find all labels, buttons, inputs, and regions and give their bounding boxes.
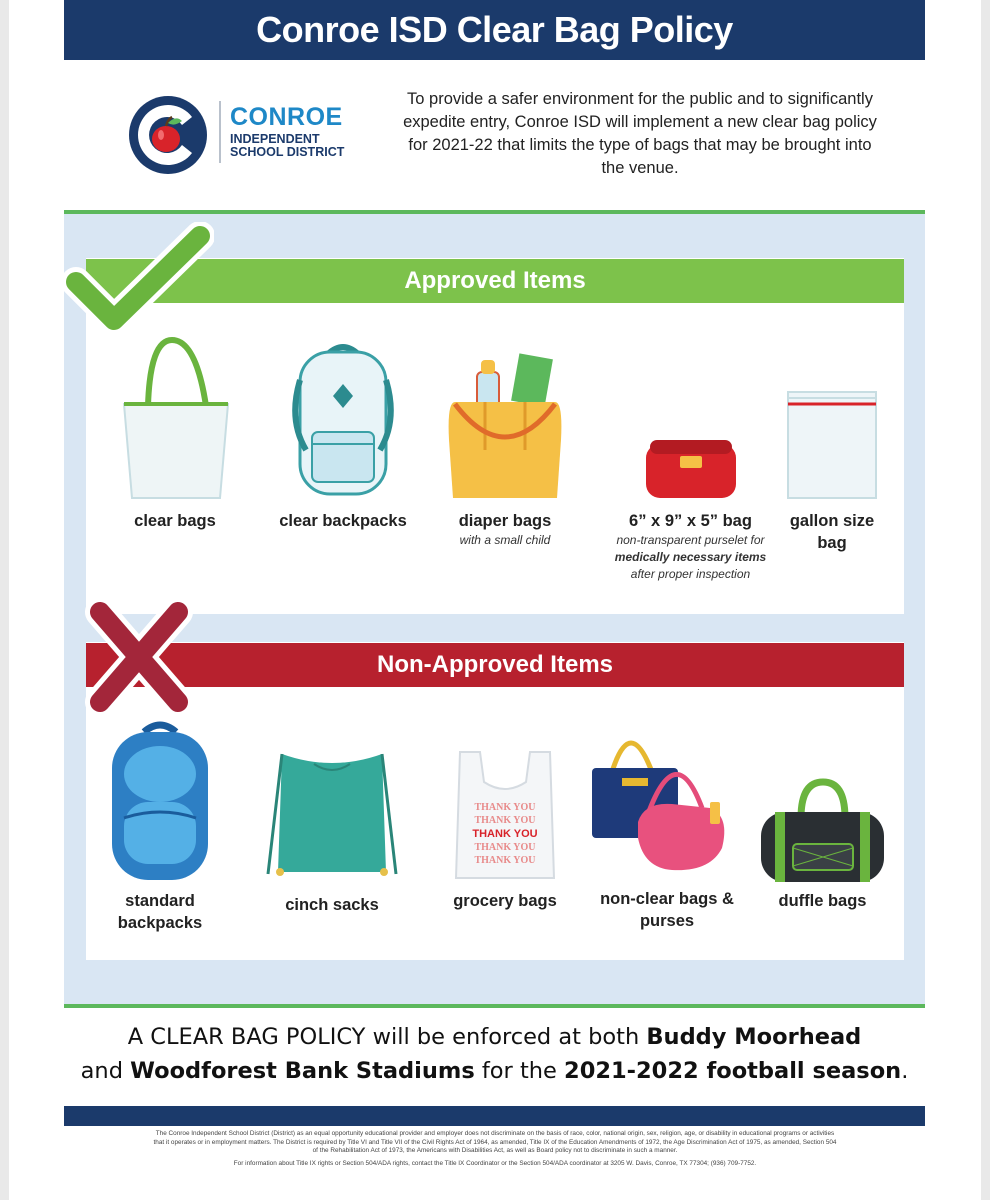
cinch-sack-icon	[262, 742, 402, 884]
apple-c-logo-icon	[128, 95, 208, 175]
item-label: standard backpacks	[117, 892, 203, 932]
bag-print-4: THANK YOU	[474, 842, 536, 853]
policy-part1: A CLEAR BAG POLICY will be enforced at both	[127, 1024, 647, 1050]
page-title: Conroe ISD Clear Bag Policy	[256, 9, 733, 50]
logo-name: CONROE	[230, 103, 343, 131]
approved-heading: Approved Items	[86, 259, 904, 303]
item-label: clear bags	[134, 512, 216, 530]
gallon-bag-icon	[786, 390, 878, 502]
item-note: with a small child	[459, 533, 551, 547]
contact-text: For information about Title IX rights or Section 504/ADA rights, contact the Title IX Coordinator or the Section 504/ADA coordinator at 3205 W. Davis, Conroe, TX 77304; (936) 709-7752.	[233, 1160, 757, 1167]
item-grocery-bags	[440, 748, 570, 912]
intro-text: To provide a safer environment for the public and to significantly expedite entry, Conroe ISD will implement a new clear bag policy for 2021-22 that limits the type of bags that may be brought into the venue.	[403, 90, 877, 177]
clear-bag-icon	[110, 330, 240, 502]
item-clear-bags	[100, 330, 250, 532]
item-label: duffle bags	[778, 892, 867, 910]
item-note	[608, 532, 773, 583]
title-bar	[64, 0, 925, 60]
item-note-bold: medically necessary items	[614, 550, 767, 564]
policy-season: 2021-2022 football season	[564, 1058, 902, 1084]
item-label: non-clear bags & purses	[600, 890, 734, 930]
item-label: grocery bags	[453, 892, 557, 910]
district-logo	[128, 95, 368, 175]
policy-part2: and	[80, 1058, 131, 1084]
policy-part3: for the	[474, 1058, 565, 1084]
policy-statement	[64, 1020, 925, 1088]
item-purselet	[608, 430, 773, 583]
diaper-bag-icon	[435, 350, 575, 502]
item-label: cinch sacks	[285, 896, 379, 914]
backpack-icon	[100, 718, 220, 884]
item-note-prefix: non-transparent purselet for	[616, 533, 765, 547]
bag-print-3: THANK YOU	[472, 828, 538, 840]
item-label: clear backpacks	[279, 512, 407, 530]
policy-venue-1: Buddy Moorhead	[646, 1024, 862, 1050]
bag-print-5: THANK YOU	[474, 855, 536, 866]
item-label: gallon size bag	[789, 512, 875, 552]
item-label: diaper bags	[458, 512, 552, 530]
logo-divider	[219, 101, 221, 163]
bag-print-2: THANK YOU	[474, 815, 536, 826]
item-cinch-sacks	[262, 742, 402, 916]
item-label: 6” x 9” x 5” bag	[629, 512, 752, 530]
item-duffle-bags	[755, 778, 890, 912]
grocery-bag-icon	[450, 748, 560, 884]
purse-icon	[592, 718, 742, 886]
duffle-bag-icon	[755, 778, 890, 884]
logo-subname: INDEPENDENT SCHOOL DISTRICT	[230, 132, 345, 159]
bag-print-1: THANK YOU	[474, 802, 536, 813]
disclaimer-text: The Conroe Independent School District (District) as an equal opportunity educational provider and employer does not discriminate on the basis of race, color, national origin, sex, religion, age, or disability in educational programs or activities that it operates or in employment matters. The District is required by Title VI and Title VII of the Civil Rights Act of 1964, as amended, Title IX of the Education Amendments of 1972, the Age Discrimination Act of 1975, as amended, Section 504 of the Rehabilitation Act of 1973, the Americans with Disabilities Act, as well as Board policy not to discriminate in such a manner.	[153, 1130, 837, 1154]
page-edge-right	[981, 0, 990, 1200]
divider-bottom	[64, 1004, 925, 1008]
footer-bar	[64, 1106, 925, 1126]
item-gallon-bag	[772, 390, 892, 554]
clear-backpack-icon	[278, 340, 408, 502]
policy-part4: .	[901, 1058, 909, 1084]
page-edge-left	[0, 0, 9, 1200]
x-mark-icon	[84, 598, 194, 718]
item-diaper-bags	[430, 350, 580, 549]
purselet-icon	[636, 430, 746, 502]
item-note-suffix: after proper inspection	[630, 567, 751, 581]
non-approved-heading: Non-Approved Items	[86, 643, 904, 687]
policy-venue-2: Woodforest Bank Stadiums	[130, 1058, 475, 1084]
checkmark-icon	[64, 222, 214, 342]
item-standard-backpacks	[95, 718, 225, 934]
item-non-clear-bags	[592, 718, 742, 932]
item-clear-backpacks	[268, 340, 418, 532]
